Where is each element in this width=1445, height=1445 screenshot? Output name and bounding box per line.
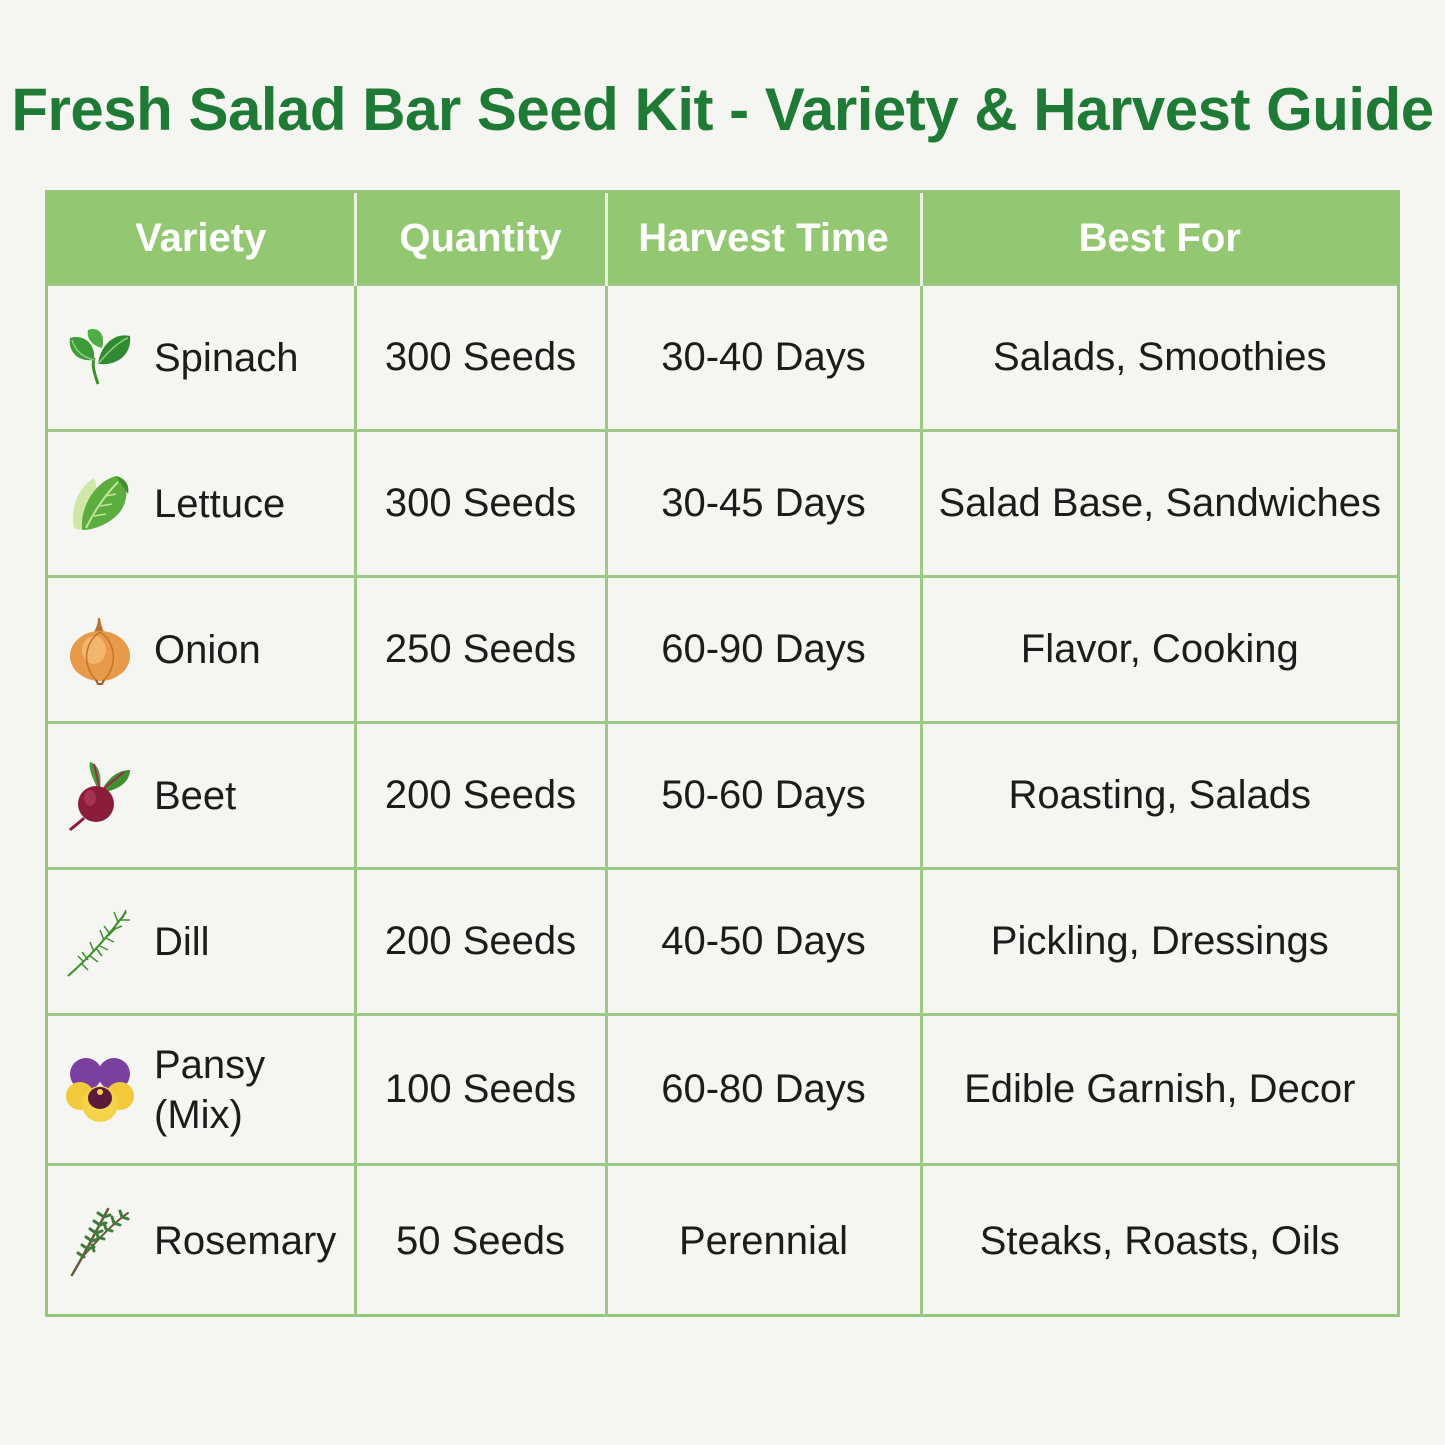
best-for-cell: Salads, Smoothies [921,285,1397,431]
harvest-cell: 30-45 Days [606,431,921,577]
table-row [48,577,1397,723]
lettuce-icon [64,468,136,540]
harvest-cell: 50-60 Days [606,723,921,869]
variety-table [45,190,1400,1317]
quantity-cell: 300 Seeds [355,431,606,577]
quantity-cell: 200 Seeds [355,723,606,869]
beet-icon [64,760,136,832]
quantity-cell: 300 Seeds [355,285,606,431]
variety-cell [48,1015,355,1165]
variety-cell [48,431,355,577]
best-for-cell: Salad Base, Sandwiches [921,431,1397,577]
best-for-cell: Steaks, Roasts, Oils [921,1165,1397,1317]
table-row [48,869,1397,1015]
variety-name: Spinach [154,335,299,380]
harvest-cell: Perennial [606,1165,921,1317]
harvest-cell: 30-40 Days [606,285,921,431]
variety-name: Pansy (Mix) [154,1042,266,1137]
quantity-cell: 50 Seeds [355,1165,606,1317]
best-for-cell: Edible Garnish, Decor [921,1015,1397,1165]
variety-cell [48,869,355,1015]
harvest-cell: 60-80 Days [606,1015,921,1165]
header-variety: Variety [48,193,355,285]
variety-cell [48,723,355,869]
table-header-row [48,193,1397,285]
table-row [48,1015,1397,1165]
table-row [48,1165,1397,1317]
harvest-cell: 60-90 Days [606,577,921,723]
header-quantity: Quantity [355,193,606,285]
quantity-cell: 100 Seeds [355,1015,606,1165]
page-title: Fresh Salad Bar Seed Kit - Variety & Harvest Guide [11,76,1434,143]
header-harvest-time: Harvest Time [606,193,921,285]
best-for-cell: Roasting, Salads [921,723,1397,869]
rosemary-icon [64,1205,136,1277]
quantity-cell: 200 Seeds [355,869,606,1015]
onion-icon [64,614,136,686]
variety-name: Dill [154,919,210,964]
spinach-icon [64,322,136,394]
dill-icon [64,906,136,978]
variety-cell [48,285,355,431]
variety-name: Beet [154,773,237,818]
table-row [48,285,1397,431]
harvest-cell: 40-50 Days [606,869,921,1015]
table-row [48,431,1397,577]
pansy-icon [64,1054,136,1126]
best-for-cell: Flavor, Cooking [921,577,1397,723]
table-row [48,723,1397,869]
variety-name: Rosemary [154,1219,337,1264]
variety-cell [48,577,355,723]
quantity-cell: 250 Seeds [355,577,606,723]
best-for-cell: Pickling, Dressings [921,869,1397,1015]
variety-name: Lettuce [154,481,286,526]
variety-cell [48,1165,355,1317]
header-best-for: Best For [921,193,1397,285]
variety-name: Onion [154,627,261,672]
